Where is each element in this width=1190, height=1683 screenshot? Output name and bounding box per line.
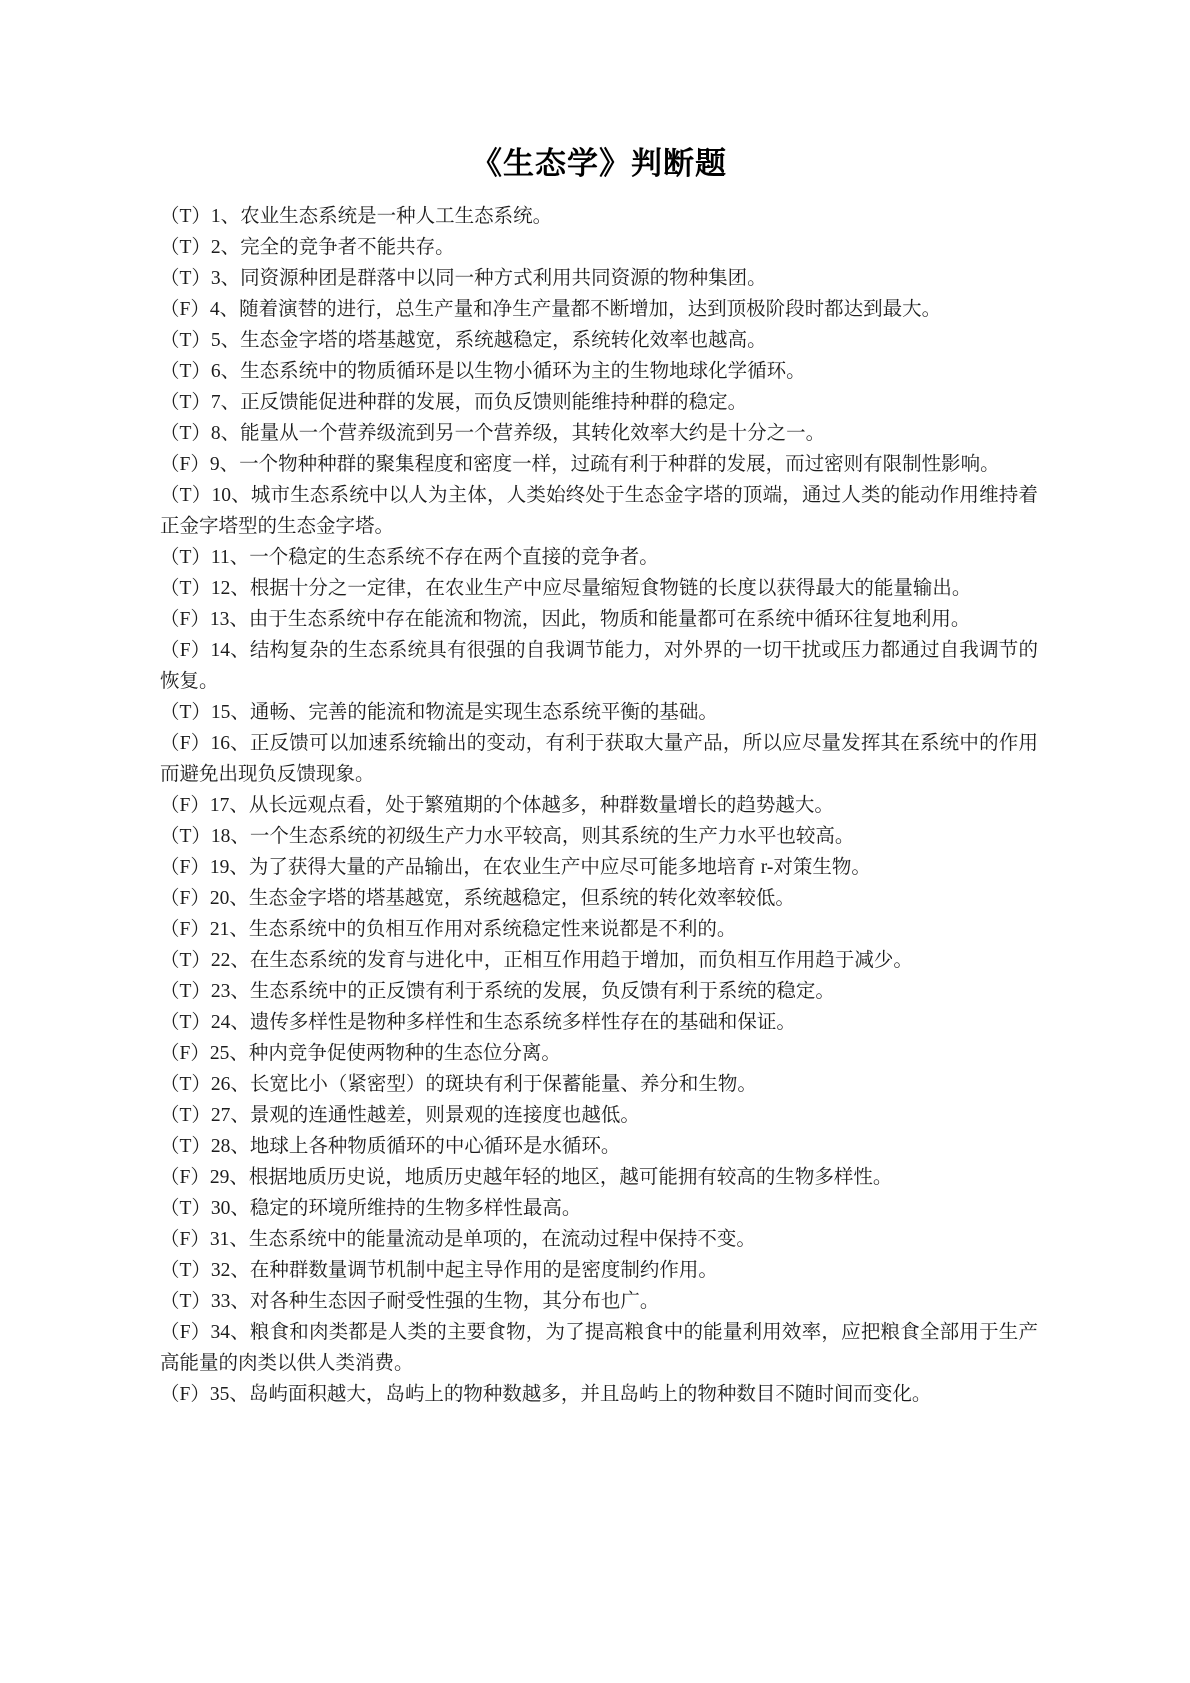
question-answer-prefix: （F）31、 <box>160 1229 249 1250</box>
question-text: 生态系统中的负相互作用对系统稳定性来说都是不利的。 <box>248 919 737 940</box>
question-answer-prefix: （T）30、 <box>160 1198 250 1219</box>
question-item <box>160 604 1038 635</box>
question-text: 农业生态系统是一种人工生态系统。 <box>240 206 553 227</box>
question-item <box>160 542 1038 573</box>
question-text: 通畅、完善的能流和物流是实现生态系统平衡的基础。 <box>249 702 718 723</box>
question-text: 随着演替的进行，总生产量和净生产量都不断增加，达到顶极阶段时都达到最大。 <box>239 299 942 320</box>
question-text: 生态系统中的物质循环是以生物小循环为主的生物地球化学循环。 <box>240 361 806 382</box>
question-item <box>160 325 1038 356</box>
question-text: 生态金字塔的塔基越宽，系统越稳定，但系统的转化效率较低。 <box>248 888 795 909</box>
question-item <box>160 387 1038 418</box>
question-text: 根据地质历史说，地质历史越年轻的地区，越可能拥有较高的生物多样性。 <box>248 1167 893 1188</box>
question-item <box>160 1255 1038 1286</box>
question-answer-prefix: （T）15、 <box>160 702 250 723</box>
question-answer-prefix: （T）5、 <box>160 330 241 351</box>
question-text: 生态系统中的能量流动是单项的，在流动过程中保持不变。 <box>248 1229 756 1250</box>
question-text: 城市生态系统中以人为主体，人类始终处于生态金字塔的顶端，通过人类的能动作用维持着正金字塔型的生态金字塔。 <box>160 485 1038 537</box>
question-item <box>160 790 1038 821</box>
question-item <box>160 1007 1038 1038</box>
question-answer-prefix: （F）4、 <box>160 299 240 320</box>
question-answer-prefix: （T）11、 <box>160 547 250 568</box>
question-answer-prefix: （T）3、 <box>160 268 241 289</box>
question-text: 同资源种团是群落中以同一种方式利用共同资源的物种集团。 <box>240 268 767 289</box>
question-item <box>160 976 1038 1007</box>
question-text: 对各种生态因子耐受性强的生物，其分布也广。 <box>249 1291 660 1312</box>
question-item <box>160 573 1038 604</box>
question-item <box>160 449 1038 480</box>
question-item <box>160 263 1038 294</box>
question-text: 一个生态系统的初级生产力水平较高，则其系统的生产力水平也较高。 <box>249 826 855 847</box>
question-item <box>160 852 1038 883</box>
question-answer-prefix: （T）24、 <box>160 1012 250 1033</box>
page-title: 《生态学》判断题 <box>471 146 727 181</box>
question-answer-prefix: （T）22、 <box>160 950 250 971</box>
question-text: 地球上各种物质循环的中心循环是水循环。 <box>249 1136 621 1157</box>
question-text: 一个物种种群的聚集程度和密度一样，过疏有利于种群的发展，而过密则有限制性影响。 <box>239 454 1000 475</box>
question-answer-prefix: （T）10、 <box>160 485 251 506</box>
question-item <box>160 1224 1038 1255</box>
question-item <box>160 1038 1038 1069</box>
question-answer-prefix: （T）1、 <box>160 206 241 227</box>
question-answer-prefix: （F）35、 <box>160 1384 249 1405</box>
question-answer-prefix: （T）27、 <box>160 1105 250 1126</box>
question-text: 遗传多样性是物种多样性和生态系统多样性存在的基础和保证。 <box>249 1012 796 1033</box>
question-item <box>160 1193 1038 1224</box>
question-answer-prefix: （F）16、 <box>160 733 250 754</box>
question-text: 完全的竞争者不能共存。 <box>240 237 455 258</box>
question-item <box>160 914 1038 945</box>
question-answer-prefix: （T）2、 <box>160 237 241 258</box>
question-text: 生态系统中的正反馈有利于系统的发展，负反馈有利于系统的稳定。 <box>249 981 835 1002</box>
question-answer-prefix: （F）20、 <box>160 888 249 909</box>
question-text: 由于生态系统中存在能流和物流，因此，物质和能量都可在系统中循环往复地利用。 <box>248 609 971 630</box>
question-item <box>160 356 1038 387</box>
question-item <box>160 1100 1038 1131</box>
question-text: 在种群数量调节机制中起主导作用的是密度制约作用。 <box>249 1260 718 1281</box>
question-item <box>160 945 1038 976</box>
question-text: 能量从一个营养级流到另一个营养级，其转化效率大约是十分之一。 <box>240 423 826 444</box>
question-answer-prefix: （T）7、 <box>160 392 241 413</box>
question-item <box>160 697 1038 728</box>
question-item <box>160 883 1038 914</box>
question-answer-prefix: （F）34、 <box>160 1322 250 1343</box>
question-text: 正反馈能促进种群的发展，而负反馈则能维持种群的稳定。 <box>240 392 748 413</box>
question-answer-prefix: （T）33、 <box>160 1291 250 1312</box>
question-item <box>160 1069 1038 1100</box>
question-text: 粮食和肉类都是人类的主要食物，为了提高粮食中的能量利用效率，应把粮食全部用于生产高能量的肉类以供人类消费。 <box>160 1322 1038 1374</box>
question-item <box>160 635 1038 697</box>
question-text: 为了获得大量的产品输出，在农业生产中应尽可能多地培育 r-对策生物。 <box>248 857 871 878</box>
question-item <box>160 1317 1038 1379</box>
question-item <box>160 1379 1038 1410</box>
question-answer-prefix: （T）12、 <box>160 578 250 599</box>
question-answer-prefix: （F）19、 <box>160 857 249 878</box>
question-item <box>160 294 1038 325</box>
question-item <box>160 821 1038 852</box>
question-item <box>160 728 1038 790</box>
question-answer-prefix: （F）14、 <box>160 640 250 661</box>
question-item <box>160 1286 1038 1317</box>
question-list <box>160 201 1038 1410</box>
question-item <box>160 201 1038 232</box>
question-answer-prefix: （T）18、 <box>160 826 250 847</box>
question-answer-prefix: （T）32、 <box>160 1260 250 1281</box>
question-answer-prefix: （F）13、 <box>160 609 249 630</box>
question-answer-prefix: （F）9、 <box>160 454 240 475</box>
question-answer-prefix: （T）6、 <box>160 361 241 382</box>
question-text: 正反馈可以加速系统输出的变动，有利于获取大量产品，所以应尽量发挥其在系统中的作用而避免出现负反馈现象。 <box>160 733 1038 785</box>
question-item <box>160 1131 1038 1162</box>
question-answer-prefix: （F）21、 <box>160 919 249 940</box>
question-text: 根据十分之一定律，在农业生产中应尽量缩短食物链的长度以获得最大的能量输出。 <box>249 578 972 599</box>
question-item <box>160 1162 1038 1193</box>
question-text: 景观的连通性越差，则景观的连接度也越低。 <box>249 1105 640 1126</box>
question-text: 种内竞争促使两物种的生态位分离。 <box>248 1043 561 1064</box>
question-text: 长宽比小（紧密型）的斑块有利于保蓄能量、养分和生物。 <box>249 1074 757 1095</box>
question-text: 岛屿面积越大，岛屿上的物种数越多，并且岛屿上的物种数目不随时间而变化。 <box>248 1384 932 1405</box>
question-answer-prefix: （F）29、 <box>160 1167 249 1188</box>
question-item <box>160 480 1038 542</box>
question-text: 生态金字塔的塔基越宽，系统越稳定，系统转化效率也越高。 <box>240 330 767 351</box>
question-answer-prefix: （T）8、 <box>160 423 241 444</box>
question-answer-prefix: （F）17、 <box>160 795 249 816</box>
question-text: 从长远观点看，处于繁殖期的个体越多，种群数量增长的趋势越大。 <box>248 795 834 816</box>
question-answer-prefix: （F）25、 <box>160 1043 249 1064</box>
question-answer-prefix: （T）23、 <box>160 981 250 1002</box>
question-item <box>160 232 1038 263</box>
question-item <box>160 418 1038 449</box>
question-text: 结构复杂的生态系统具有很强的自我调节能力，对外界的一切干扰或压力都通过自我调节的恢复。 <box>160 640 1038 692</box>
question-text: 在生态系统的发育与进化中，正相互作用趋于增加，而负相互作用趋于减少。 <box>249 950 913 971</box>
question-answer-prefix: （T）28、 <box>160 1136 250 1157</box>
question-answer-prefix: （T）26、 <box>160 1074 250 1095</box>
question-text: 一个稳定的生态系统不存在两个直接的竞争者。 <box>249 547 659 568</box>
question-text: 稳定的环境所维持的生物多样性最高。 <box>249 1198 582 1219</box>
